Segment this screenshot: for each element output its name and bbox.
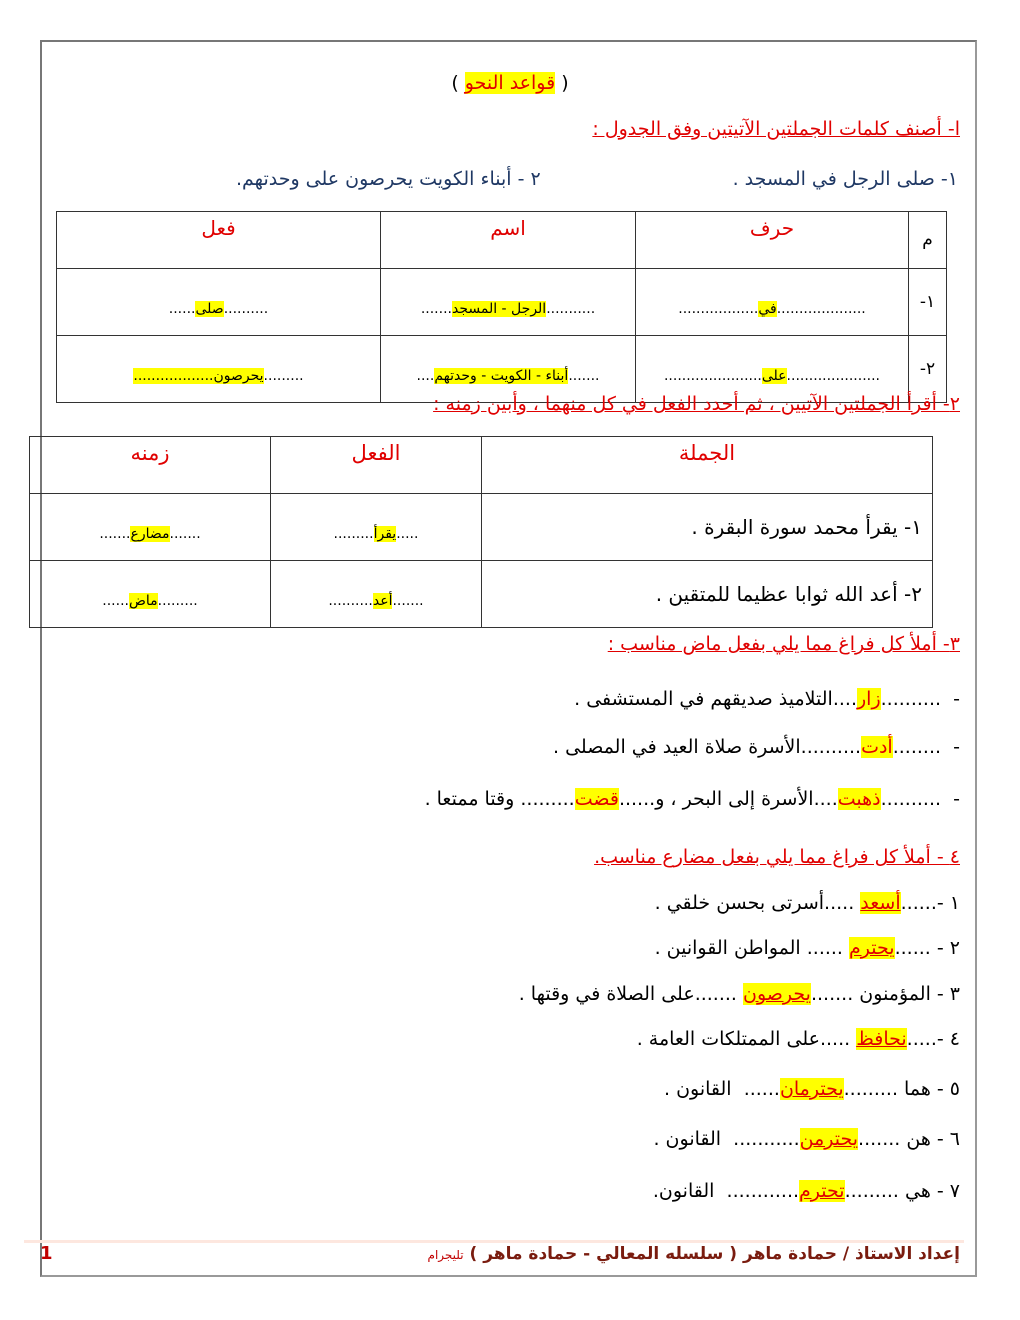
q1-sentence-2: ٢ - أبناء الكويت يحرصون على وحدتهم. bbox=[236, 168, 541, 190]
q1-row1-fil: ..........صلى...... bbox=[57, 269, 381, 336]
q1-heading: ا- أصنف كلمات الجملتين الآتيتين وفق الجدول : bbox=[592, 118, 960, 140]
q1-header-fil: فعل bbox=[57, 212, 381, 269]
q4-item-2: ٢ - ......يحترم ...... المواطن القوانين . bbox=[654, 937, 960, 959]
q2-row2-tense: .........ماض...... bbox=[30, 561, 271, 628]
q1-row2-fil: .........يحرصون.................. bbox=[57, 336, 381, 403]
q2-row2-sentence: ٢- أعد الله ثوابا عظيما للمتقين . bbox=[482, 561, 933, 628]
q4-item-6: ٦ - هن .......يحترمن........... القانون . bbox=[653, 1128, 960, 1150]
footer-author: إعداد الاستاذ / حمادة ماهر ( سلسله المعالي - حمادة ماهر ) تليجرام bbox=[427, 1244, 960, 1264]
q2-header-tense: زمنه bbox=[30, 437, 271, 494]
q1-table bbox=[56, 211, 947, 403]
q4-item-5: ٥ - هما .........يحترمان...... القانون . bbox=[663, 1078, 960, 1100]
q4-item-1: ١ -......أسعد .....أسرتى بحسن خلقي . bbox=[654, 892, 960, 914]
page-title bbox=[0, 72, 1020, 94]
page-number: 1 bbox=[40, 1243, 53, 1264]
q2-table bbox=[29, 436, 933, 628]
title-text: قواعد النحو bbox=[464, 72, 556, 94]
q3-item-1: - ..........زار....التلاميذ صديقهم في المستشفى . bbox=[574, 688, 960, 710]
q1-row1-ism: ...........الرجل - المسجد....... bbox=[381, 269, 636, 336]
q1-header-num: م bbox=[909, 212, 947, 269]
q2-header-sentence: الجملة bbox=[482, 437, 933, 494]
q1-row2-ism: .......أبناء - الكويت - وحدتهم.... bbox=[381, 336, 636, 403]
footer-divider bbox=[24, 1240, 964, 1243]
q4-heading: ٤ - أملأ كل فراغ مما يلي بفعل مضارع مناسب. bbox=[594, 846, 960, 868]
q4-item-3: ٣ - المؤمنون .......يحرصون .......على الصلاة في وقتها . bbox=[518, 983, 960, 1005]
q2-row2-verb: .......أعد.......... bbox=[271, 561, 482, 628]
q4-item-4: ٤ -.....نحافظ .....على الممتلكات العامة . bbox=[636, 1028, 960, 1050]
q1-row2-harf: .....................على...................... bbox=[636, 336, 909, 403]
q2-row1-sentence: ١- يقرأ محمد سورة البقرة . bbox=[482, 494, 933, 561]
footer-telegram: تليجرام bbox=[427, 1248, 464, 1262]
q1-sentence-1: ١- صلى الرجل في المسجد . bbox=[732, 168, 958, 190]
q3-heading: ٣- أملأ كل فراغ مما يلي بفعل ماض مناسب : bbox=[607, 633, 960, 655]
q1-row1-harf: ....................في.................. bbox=[636, 269, 909, 336]
q3-item-3: - ..........ذهبت....الأسرة إلى البحر ، و......قضت......... وقتا ممتعا . bbox=[424, 788, 960, 810]
title-close: ) bbox=[451, 72, 459, 94]
q2-row1-verb: .....يقرأ......... bbox=[271, 494, 482, 561]
q1-row2-num: ٢- bbox=[909, 336, 947, 403]
title-open: ( bbox=[561, 72, 569, 94]
q1-header-ism: اسم bbox=[381, 212, 636, 269]
q2-heading: ٢- أقرأ الجملتين الآتيين ، ثم أحدد الفعل في كل منهما ، وأبين زمنه : bbox=[433, 393, 960, 415]
q1-row1-num: ١- bbox=[909, 269, 947, 336]
q3-item-2: - ........أدت..........الأسرة صلاة العيد في المصلى . bbox=[553, 736, 960, 758]
q1-header-harf: حرف bbox=[636, 212, 909, 269]
q4-item-7: ٧ - هي .........تحترم............ القانون. bbox=[652, 1180, 960, 1202]
q2-row1-tense: .......مضارع....... bbox=[30, 494, 271, 561]
q2-header-verb: الفعل bbox=[271, 437, 482, 494]
